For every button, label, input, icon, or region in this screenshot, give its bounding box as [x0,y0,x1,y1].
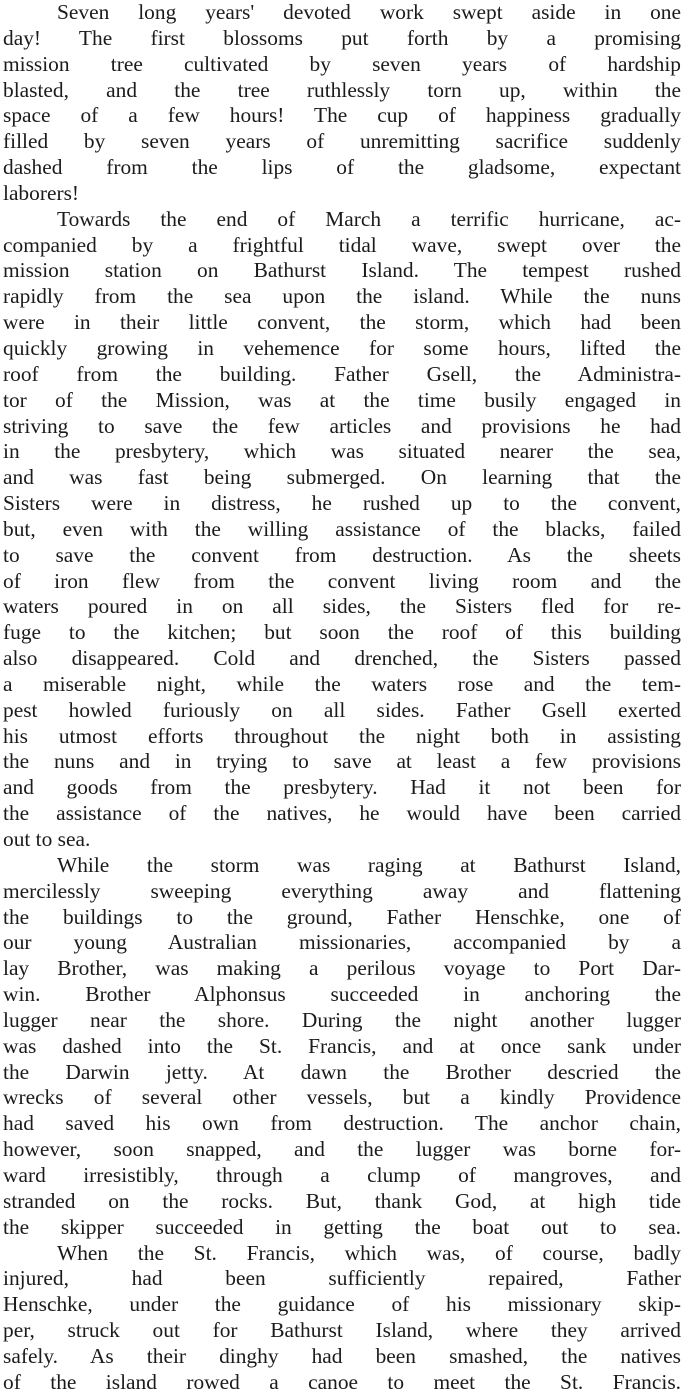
text-line: Towards the end of March a terrific hurricane, ac- [57,206,681,231]
text-line: the assistance of the natives, he would have been carried [3,801,681,826]
text-line: also disappeared. Cold and drenched, the Sisters passed [3,646,681,671]
text-line: roof from the building. Father Gsell, the Administra- [3,361,681,386]
text-line: day! The first blossoms put forth by a promising [3,25,681,50]
text-line: a miserable night, while the waters rose and the tem- [3,671,681,696]
text-line: filled by seven years of unremitting sacrifice suddenly [3,129,681,154]
text-line: safely. As their dinghy had been smashed, the natives [3,1343,681,1368]
text-line: lugger near the shore. During the night another lugger [3,1007,681,1032]
text-line: Seven long years' devoted work swept aside in one [57,0,681,24]
paragraph-4 [3,1241,681,1396]
text-line: of iron flew from the convent living room and the [3,568,681,593]
text-line: lay Brother, was making a perilous voyage to Port Dar- [3,956,681,981]
text-line: out to sea. [3,827,91,851]
text-line: tor of the Mission, was at the time busily engaged in [3,387,681,412]
text-line: space of a few hours! The cup of happiness gradually [3,103,681,128]
text-line: ward irresistibly, through a clump of mangroves, and [3,1162,681,1187]
text-line: When the St. Francis, which was, of course, badly [57,1240,681,1265]
text-line: Henschke, under the guidance of his missionary skip- [3,1292,681,1317]
text-line: rapidly from the sea upon the island. While the nuns [3,284,681,309]
text-line: the Darwin jetty. At dawn the Brother descried the [3,1059,681,1084]
text-line: the skipper succeeded in getting the boat out to sea. [3,1214,681,1239]
text-line: mission station on Bathurst Island. The tempest rushed [3,258,681,283]
text-line: dashed from the lips of the gladsome, expectant [3,155,681,180]
text-line: and was fast being submerged. On learning that the [3,465,681,490]
text-line: companied by a frightful tidal wave, swept over the [3,232,681,257]
text-line: however, soon snapped, and the lugger was borne for- [3,1137,681,1162]
text-line: in the presbytery, which was situated nearer the sea, [3,439,681,464]
paragraph-2 [3,207,681,853]
text-line: quickly growing in vehemence for some hours, lifted the [3,335,681,360]
text-line: was dashed into the St. Francis, and at once sank under [3,1033,681,1058]
text-line: While the storm was raging at Bathurst Island, [57,852,681,877]
text-line: laborers! [3,180,80,205]
text-line: striving to save the few articles and provisions he had [3,413,681,438]
text-line: stranded on the rocks. But, thank God, at high tide [3,1188,681,1213]
text-line: to save the convent from destruction. As the sheets [3,542,681,567]
text-line: blasted, and the tree ruthlessly torn up, within the [3,77,681,102]
text-line: injured, had been sufficiently repaired, Father [3,1266,681,1291]
text-line: had saved his own from destruction. The anchor chain, [3,1111,681,1136]
text-line: fuge to the kitchen; but soon the roof of this building [3,620,681,645]
text-line: our young Australian missionaries, accompanied by a [3,930,681,955]
text-line: the buildings to the ground, Father Henschke, one of [3,904,681,929]
text-line: and goods from the presbytery. Had it not been for [3,775,681,800]
paragraph-3 [3,853,681,1241]
text-line: win. Brother Alphonsus succeeded in anchoring the [3,982,681,1007]
paragraph-1 [3,0,681,207]
text-line: per, struck out for Bathurst Island, where they arrived [3,1318,681,1343]
text-line: wrecks of several other vessels, but a kindly Providence [3,1085,681,1110]
text-line: were in their little convent, the storm, which had been [3,310,681,335]
text-line: pest howled furiously on all sides. Father Gsell exerted [3,697,681,722]
text-line: of the island rowed a canoe to meet the St. Francis. [3,1369,681,1394]
text-line: the nuns and in trying to save at least a few provisions [3,749,681,774]
text-line: mission tree cultivated by seven years of hardship [3,51,681,76]
text-line: Sisters were in distress, he rushed up to the convent, [3,491,681,516]
text-line: but, even with the willing assistance of the blacks, failed [3,516,681,541]
text-line: mercilessly sweeping everything away and flattening [3,878,681,903]
text-line: waters poured in on all sides, the Sisters fled for re- [3,594,681,619]
text-line: his utmost efforts throughout the night both in assisting [3,723,681,748]
